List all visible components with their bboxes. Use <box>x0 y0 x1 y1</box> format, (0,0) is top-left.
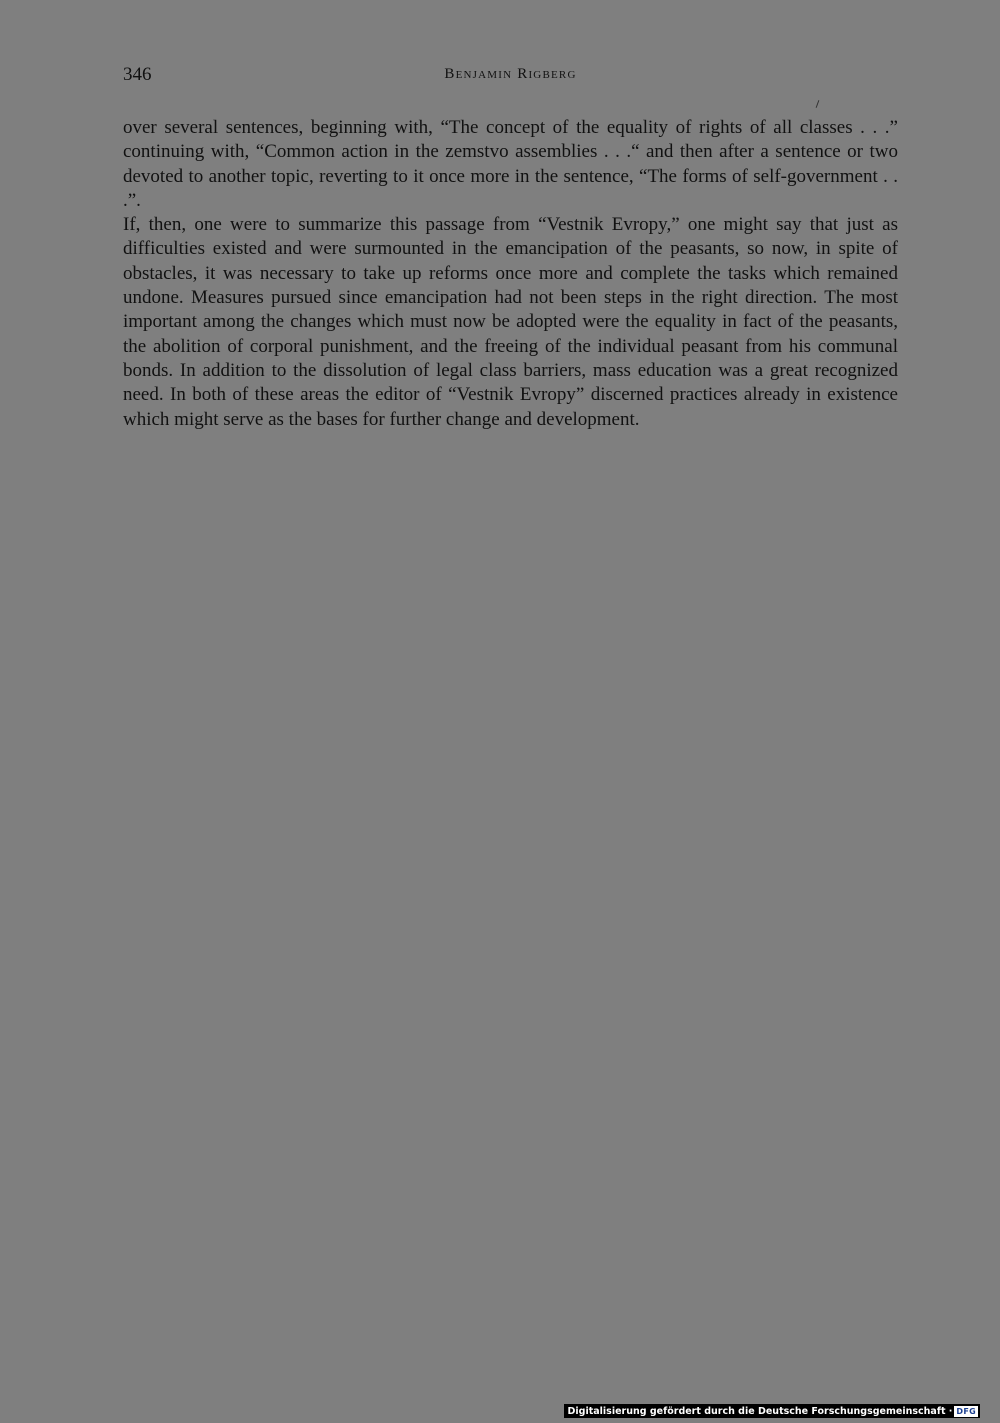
running-head-author: Benjamin Rigberg <box>444 66 577 82</box>
digitization-footer <box>564 1404 980 1418</box>
running-head <box>123 64 898 90</box>
page-number: 346 <box>123 64 152 85</box>
paragraph-continued: over several sentences, beginning with, “The concept of the equality of rights of all classes . . .” continuing with, “Common action in the zemstvo assemblies . . .“ and then after a sentence or two devoted to another topic, reverting to it once more in the sentence, “The forms of self-government . . .”. <box>123 117 898 211</box>
paragraph-summary: If, then, one were to summarize this passage from “Vestnik Evropy,” one might say that just as difficulties existed and were surmounted in the emancipation of the peasants, so now, in spite of obstacles, it was necessary to take up reforms once more and complete the tasks which remained undone. Measures pursued since emancipation had not been steps in the right direction. The most important among the changes which must now be adopted were the equality in fact of the peasants, the abolition of corporal punishment, and the freeing of the individual peasant from his communal bonds. In addition to the dissolution of legal class barriers, mass education was a great recognized need. In both of these areas the editor of “Vestnik Evropy” discerned practices already in existence which might serve as the bases for further change and development. <box>123 214 898 430</box>
footer-text: Digitalisierung gefördert durch die Deutsche Forschungsgemeinschaft · <box>567 1405 953 1417</box>
dfg-logo: DFG <box>956 1406 976 1416</box>
body-text <box>123 116 898 432</box>
stray-mark <box>816 100 820 108</box>
